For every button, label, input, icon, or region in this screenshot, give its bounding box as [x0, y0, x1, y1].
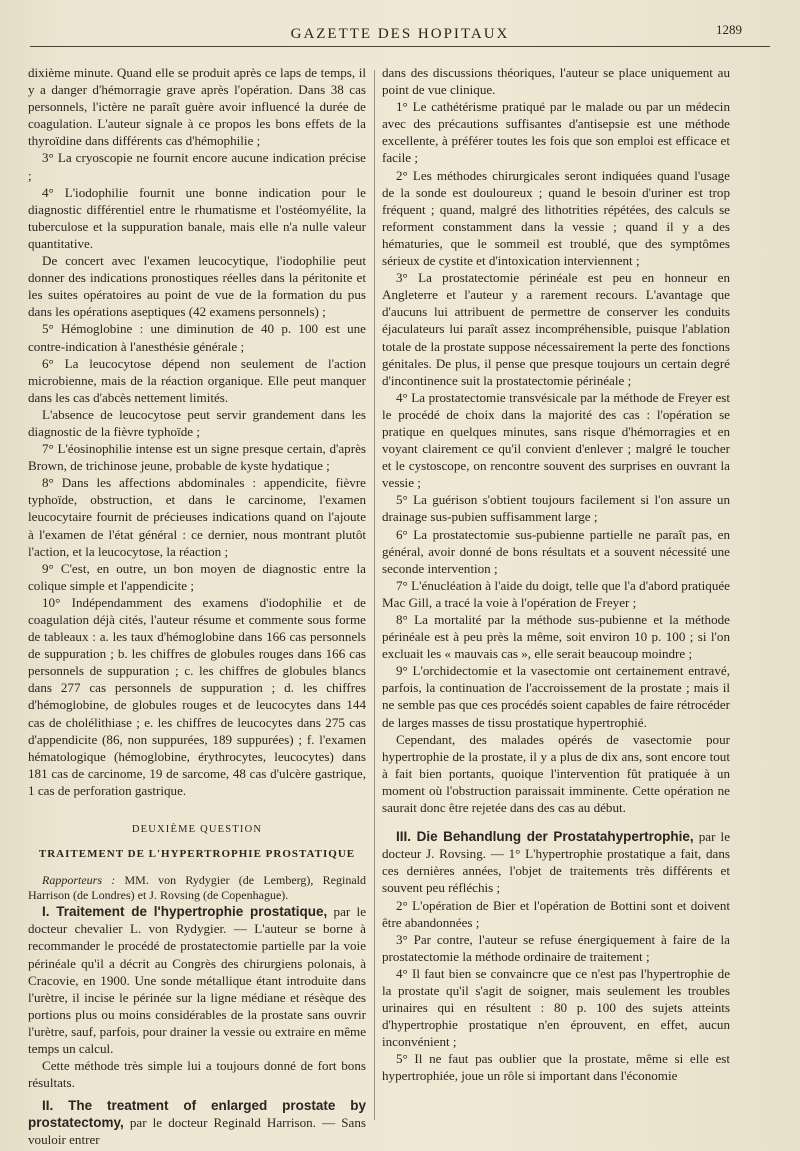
- journal-title: GAZETTE DES HOPITAUX: [290, 26, 510, 42]
- left-column: [28, 64, 366, 1149]
- section-paragraph: [28, 903, 366, 1057]
- paragraph: 10° Indépendamment des examens d'iodophilie et de coagulation déjà cités, l'auteur résume et commente sous forme de tableaux : a. les taux d'hémoglobine dans 166 cas personnels de suppuration ; b. les chiffres de globules rouges dans 166 cas personnels de suppuration ; c. les chiffres de globules blancs dans 277 cas personnels de suppuration ; d. les chiffres d'hémoglobine, de globules rouges et de leucocytes dans 144 cas de cholélithiase ; e. les chiffres de leucocytes dans 275 cas d'appendicite (86, non suppurées, 189 suppurées) ; f. l'examen hématologique (hémoglobine, érythrocytes, leucocytes) dans 181 cas de carcinome, 19 de sarcome, 48 cas d'ulcère gastrique, 1 cas de perforation gastrique.: [28, 594, 366, 798]
- paragraph: Cette méthode très simple lui a toujours donné de fort bons résultats.: [28, 1058, 366, 1091]
- paragraph: 9° L'orchidectomie et la vasectomie ont certainement entravé, parfois, la continuation de l'accroissement de la prostate ; mais il ne semble pas que ces procédés soient capables de faire rétrocéder de larges masses de tissu prostatique hypertrophié.: [382, 663, 730, 730]
- rapporteurs-names: MM. von Rydygier (de Lemberg), Reginald Harrison (de Londres) et J. Rovsing (de Copenhague).: [28, 873, 366, 903]
- paragraph: 6° La leucocytose dépend non seulement de l'action microbienne, mais de la réaction organique. Elle peut manquer dans les cas d'abcès nettement limités.: [28, 355, 366, 405]
- page-number: 1289: [716, 22, 742, 37]
- paragraph: 3° La cryoscopie ne fournit encore aucune indication précise ;: [28, 150, 366, 183]
- paragraph: 5° Hémoglobine : une diminution de 40 p. 100 est une contre-indication à l'anesthésie générale ;: [28, 321, 366, 354]
- question-title: TRAITEMENT DE L'HYPERTROPHIE PROSTATIQUE: [38, 848, 356, 861]
- question-heading: DEUXIÈME QUESTION: [131, 824, 263, 836]
- paragraph: L'absence de leucocytose peut servir grandement dans les diagnostic de la fièvre typhoïde ;: [28, 406, 366, 439]
- section-body: par le docteur Reginald Harrison. — Sans vouloir entrer: [28, 1115, 366, 1148]
- paragraph: dixième minute. Quand elle se produit après ce laps de temps, il y a danger d'hémorragie grave après l'opération. Dans 38 cas personnels, l'ictère ne paraît guère avoir influencé la durée de coagulation. L'auteur signale à ce propos les bons effets de la thyroïdine dans différents cas d'hémophilie ;: [28, 65, 366, 149]
- paragraph: 6° La prostatectomie sus-pubienne partielle ne paraît pas, en général, avoir donné de bons résultats et a souvent nécessité une seconde intervention ;: [382, 526, 730, 576]
- paragraph: 1° Le cathétérisme pratiqué par le malade ou par un médecin avec des précautions suffisantes d'antisepsie est une méthode excellente, à préférer toutes les fois que son emploi est efficace et facile ;: [382, 99, 730, 166]
- paragraph: 3° La prostatectomie périnéale est peu en honneur en Angleterre et l'auteur y a rarement recours. L'avantage que d'aucuns lui attribuent de permettre de conserver les conduits éjaculateurs lui paraît assez incompréhensible, puisque l'ablation totale de la prostate suppose nécessairement la perte des fonctions génitales. De plus, il pense que presque toujours un certain degré d'incontinence suit la prostatectomie périnéale ;: [382, 270, 730, 388]
- paragraph: 2° Les méthodes chirurgicales seront indiquées quand l'usage de la sonde est douloureux ; quand le besoin d'uriner est trop fréquent ; quand, malgré des lithotrities répétées, des calculs se reforment constamment dans la vessie ; quand il y a des hématuries, que le sommeil est troublé, que des symptômes sérieux de cystite et d'intoxication interviennent ;: [382, 167, 730, 269]
- paragraph: 7° L'énucléation à l'aide du doigt, telle que l'a d'abord pratiquée Mac Gill, a tracé la voie à l'opération de Freyer ;: [382, 577, 730, 610]
- paragraph: 8° La mortalité par la méthode sus-pubienne et la méthode périnéale est à peu près la même, soit environ 10 p. 100 ; si l'on excluait les « mauvais cas », elle serait beaucoup moindre ;: [382, 612, 730, 662]
- section-heading: I. Traitement de l'hypertrophie prostatique,: [42, 904, 328, 920]
- paragraph: Cependant, des malades opérés de vasectomie pour hypertrophie de la prostate, il y a plus de dix ans, sont encore tout à fait bien portants, quoique l'intervention fût pratiquée à un moment où l'obstruction paraissait imminente. Cette opération ne saurait donc être rejetée dans des cas au début.: [382, 731, 730, 816]
- section-body: par le docteur chevalier L. von Rydygier. — L'auteur se borne à recommander le procédé de prostatectomie partielle par la voie périnéale qu'il a décrit au Congrès des chirurgiens polonais, à Cracovie, en 1900. Une sonde métallique étant introduite dans l'urètre, il incise le périnée sur la ligne médiane et résèque des portions plus ou moins considérables de la prostate sans ouvrir l'urètre, sauf, parfois, pour drainer la vessie ou extraire en même temps un calcul.: [28, 904, 367, 1056]
- section-paragraph: [382, 828, 730, 896]
- paragraph: 5° Il ne faut pas oublier que la prostate, même si elle est hypertrophiée, joue un rôle si important dans l'économie: [382, 1051, 730, 1084]
- header-rule: [30, 46, 770, 47]
- paragraph: dans des discussions théoriques, l'auteur se place uniquement au point de vue clinique.: [382, 65, 730, 98]
- paragraph: 4° L'iodophilie fournit une bonne indication pour le diagnostic différentiel entre le rhumatisme et l'ostéomyélite, la tuberculose et la suppuration banale, mais elle n'a nulle valeur quantitative.: [28, 184, 366, 251]
- section-paragraph: [28, 1097, 366, 1148]
- paragraph: 4° La prostatectomie transvésicale par la méthode de Freyer est le procédé de choix dans la majorité des cas : l'opération se pratique en quelques minutes, sans risque d'hémorragies et en voyant clairement ce qu'il convient d'enlever ; malgré le toucher et le cystoscope, on rencontre souvent des surprises en ouvrant la vessie ;: [382, 389, 730, 491]
- rapporteurs-label: Rapporteurs :: [42, 873, 116, 888]
- column-divider: [374, 70, 375, 1120]
- rapporteurs: [28, 873, 366, 903]
- section-heading: III. Die Behandlung der Prostatahypertrophie,: [396, 829, 694, 845]
- section-heading: II. The treatment of enlarged prostate by prostatectomy,: [28, 1098, 366, 1131]
- page-header: [30, 18, 770, 48]
- paragraph: De concert avec l'examen leucocytique, l'iodophilie peut donner des indications pronostiques réelles dans la péritonite et les suites opératoires au point de vue de la formation du pus dans les opérations aseptiques (42 examens personnels) ;: [28, 253, 366, 320]
- paragraph: 7° L'éosinophilie intense est un signe presque certain, d'après Brown, de trichinose jeune, probable de kyste hydatique ;: [28, 441, 366, 474]
- paragraph: 2° L'opération de Bier et l'opération de Bottini sont et doivent être abandonnées ;: [382, 897, 730, 930]
- section-body: par le docteur J. Rovsing. — 1° L'hypertrophie prostatique a fait, dans ces dernières années, l'objet de traitements très différents et souvent peu réfléchis ;: [382, 829, 731, 896]
- paragraph: 9° C'est, en outre, un bon moyen de diagnostic entre la colique simple et l'appendicite ;: [28, 560, 366, 593]
- paragraph: 8° Dans les affections abdominales : appendicite, fièvre typhoïde, obstruction, et dans le carcinome, l'examen leucocytaire fournit de précieuses indications quand on l'ajoute à l'examen de l'état général : ce dernier, nous montrant plutôt l'action, et la leucocytose, la réaction ;: [28, 475, 366, 559]
- paragraph: 4° Il faut bien se convaincre que ce n'est pas l'hypertrophie de la prostate qu'il s'agit de soigner, mais seulement les troubles urinaires qui en résultent : 80 p. 100 des sujets atteints d'hypertrophie prostatique n'en éprouvent, en effet, aucun inconvénient ;: [382, 965, 730, 1050]
- paragraph: 5° La guérison s'obtient toujours facilement si l'on assure un drainage sus-pubien suffisamment large ;: [382, 492, 730, 525]
- right-column: [382, 64, 730, 1085]
- paragraph: 3° Par contre, l'auteur se refuse énergiquement à faire de la prostatectomie la méthode ordinaire de traitement ;: [382, 931, 730, 964]
